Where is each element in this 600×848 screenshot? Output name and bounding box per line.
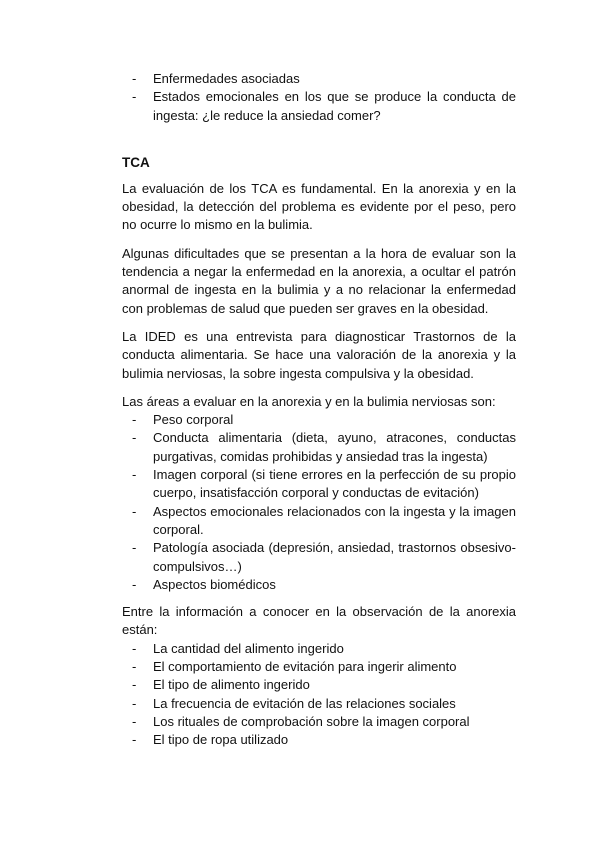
list-item-text: La frecuencia de evitación de las relaciones sociales xyxy=(153,695,456,711)
list-item-text: Estados emocionales en los que se produce la conducta de ingesta: ¿le reduce la ansiedad comer? xyxy=(153,89,516,123)
list-item-text: El tipo de alimento ingerido xyxy=(153,677,310,693)
paragraph-areas-intro: Las áreas a evaluar en la anorexia y en la bulimia nerviosas son: xyxy=(122,393,496,409)
list-item xyxy=(122,88,516,125)
list-item xyxy=(122,676,516,694)
list-item xyxy=(122,695,516,713)
list-item xyxy=(122,576,516,594)
list-item xyxy=(122,713,516,731)
document-page xyxy=(122,70,516,750)
list-item-text: Imagen corporal (si tiene errores en la perfección de su propio cuerpo, insatisfacción corporal y conductas de evitación) xyxy=(153,467,516,501)
bullet-marker: - xyxy=(132,732,137,748)
top-list xyxy=(122,70,516,125)
bullet-marker: - xyxy=(132,713,137,729)
list-item xyxy=(122,658,516,676)
list-item-text: La cantidad del alimento ingerido xyxy=(153,640,344,656)
bullet-marker: - xyxy=(132,503,137,519)
list-item xyxy=(122,411,516,429)
list-item-text: Peso corporal xyxy=(153,412,234,428)
list-item-text: Enfermedades asociadas xyxy=(153,71,300,86)
paragraph-observation-intro: Entre la información a conocer en la observación de la anorexia están: xyxy=(122,604,516,638)
list-item xyxy=(122,731,516,749)
list-item-text: Patología asociada (depresión, ansiedad, trastornos obsesivo-compulsivos…) xyxy=(153,540,516,574)
bullet-marker: - xyxy=(132,467,137,483)
bullet-marker: - xyxy=(132,695,137,711)
list-item-text: Conducta alimentaria (dieta, ayuno, atracones, conductas purgativas, comidas prohibidas y ansiedad tras la ingesta) xyxy=(153,430,516,464)
bullet-marker: - xyxy=(132,412,137,428)
list-item-text: El tipo de ropa utilizado xyxy=(153,732,289,748)
paragraph-evaluation: La evaluación de los TCA es fundamental. En la anorexia y en la obesidad, la detección del problema es evidente por el peso, pero no ocurre lo mismo en la bulimia. xyxy=(122,180,516,233)
list-item xyxy=(122,539,516,576)
observation-list xyxy=(122,640,516,750)
list-item xyxy=(122,466,516,503)
list-item-text: El comportamiento de evitación para ingerir alimento xyxy=(153,659,457,675)
paragraph-ided: La IDED es una entrevista para diagnosticar Trastornos de la conducta alimentaria. Se hace una valoración de la anorexia y la bulimia nerviosas, la sobre ingesta compulsiva y la obesidad. xyxy=(122,328,516,381)
list-item-text: Los rituales de comprobación sobre la imagen corporal xyxy=(153,713,470,729)
bullet-marker: - xyxy=(132,659,137,675)
bullet-marker: - xyxy=(132,576,137,592)
list-item xyxy=(122,640,516,658)
list-item-text: Aspectos emocionales relacionados con la ingesta y la imagen corporal. xyxy=(153,503,516,537)
bullet-marker: - xyxy=(132,640,137,656)
list-item xyxy=(122,429,516,466)
bullet-marker: - xyxy=(132,677,137,693)
list-item xyxy=(122,70,516,88)
paragraph-difficulties: Algunas dificultades que se presentan a la hora de evaluar son la tendencia a negar la enfermedad en la anorexia, a ocultar el patrón anormal de ingesta en la bulimia y a no relacionar la enfermedad con problemas de salud que pueden ser graves en la obesidad. xyxy=(122,245,516,316)
bullet-marker: - xyxy=(132,540,137,556)
bullet-marker: - xyxy=(132,89,137,105)
bullet-marker: - xyxy=(132,430,137,446)
list-item xyxy=(122,503,516,540)
areas-list xyxy=(122,411,516,594)
list-item-text: Aspectos biomédicos xyxy=(153,576,276,592)
bullet-marker: - xyxy=(132,71,137,86)
section-title: TCA xyxy=(122,154,150,170)
